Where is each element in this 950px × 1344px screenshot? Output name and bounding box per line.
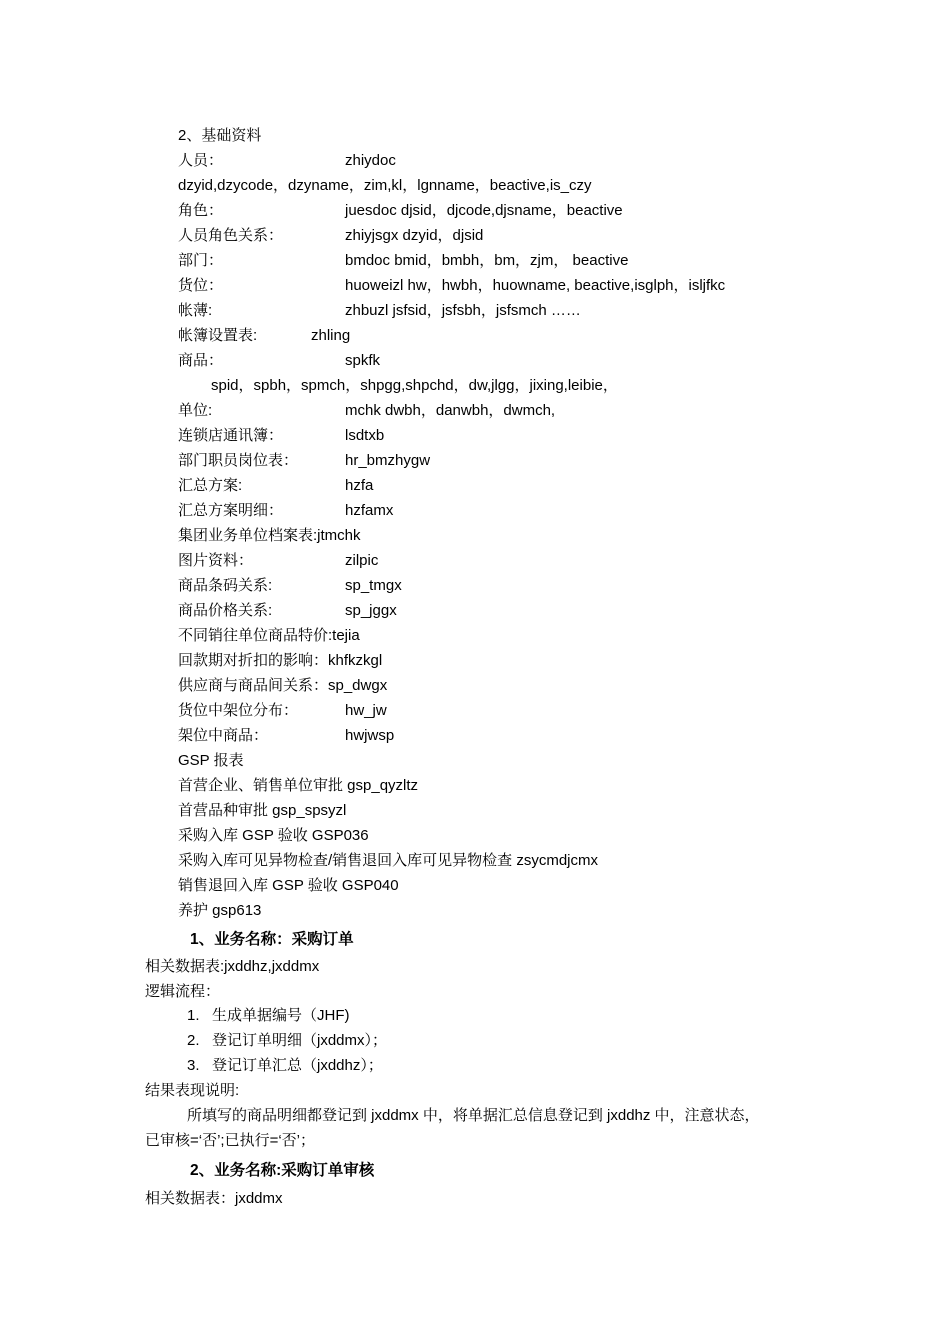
row-label: 连锁店通讯簿： bbox=[178, 427, 284, 444]
row-label: 货位中架位分布： bbox=[178, 702, 299, 719]
step-number: 1. bbox=[187, 1007, 200, 1024]
row-gsp-first-enterprise: 首营企业、销售单位审批 gsp_qyzltz bbox=[178, 777, 419, 794]
row-value: hwjwsp bbox=[345, 727, 395, 744]
row-label: 帐簿设置表: bbox=[178, 327, 258, 344]
row-value: juesdoc djsid，djcode,djsname，beactive bbox=[345, 202, 623, 219]
row-value: sp_jggx bbox=[345, 602, 397, 619]
row-label: 帐薄: bbox=[178, 302, 213, 319]
row-label: 商品价格关系: bbox=[178, 602, 273, 619]
biz1-title: 1、业务名称：采购订单 bbox=[190, 931, 354, 948]
row-supplier-goods: 供应商与商品间关系：sp_dwgx bbox=[178, 677, 388, 694]
row-label: 商品： bbox=[178, 352, 224, 369]
row-value: lsdtxb bbox=[345, 427, 385, 444]
row-label: 角色： bbox=[178, 202, 224, 219]
row-gsp-return-check: 销售退回入库 GSP 验收 GSP040 bbox=[178, 877, 399, 894]
row-value: hr_bmzhygw bbox=[345, 452, 431, 469]
row-payment-discount: 回款期对折扣的影响：khfkzkgl bbox=[178, 652, 383, 669]
row-gsp-purchase-check: 采购入库 GSP 验收 GSP036 bbox=[178, 827, 369, 844]
row-value: huoweizl hw，hwbh，huowname, beactive,isglph，isljfkc bbox=[345, 277, 726, 294]
row-label: 人员角色关系： bbox=[178, 227, 284, 244]
step-number: 2. bbox=[187, 1032, 200, 1049]
row-label: 部门： bbox=[178, 252, 224, 269]
row-value: hw_jw bbox=[345, 702, 387, 719]
row-label: 人员： bbox=[178, 152, 224, 169]
row-special-price: 不同销往单位商品特价:tejia bbox=[178, 627, 360, 644]
row-value: zhiyjsgx dzyid，djsid bbox=[345, 227, 484, 244]
row-label: 图片资料： bbox=[178, 552, 254, 569]
row-label: 汇总方案明细： bbox=[178, 502, 284, 519]
biz1-tables: 相关数据表:jxddhz,jxddmx bbox=[145, 958, 320, 975]
row-label: 单位: bbox=[178, 402, 213, 419]
row-label: 货位： bbox=[178, 277, 224, 294]
row-value: hzfa bbox=[345, 477, 374, 494]
section-heading-basic: 2、基础资料 bbox=[178, 127, 262, 144]
row-value: zhling bbox=[311, 327, 351, 344]
row-value: mchk dwbh，danwbh，dwmch, bbox=[345, 402, 556, 419]
row-goods-fields: spid，spbh，spmch，shpgg,shpchd，dw,jlgg，jixing,leibie， bbox=[211, 377, 618, 394]
biz2-tables: 相关数据表：jxddmx bbox=[145, 1190, 283, 1207]
row-maintenance: 养护 gsp613 bbox=[178, 902, 262, 919]
row-value: zhiydoc bbox=[345, 152, 396, 169]
row-staff-fields: dzyid,dzycode，dzyname，zim,kl，lgnname，beactive,is_czy bbox=[178, 177, 592, 194]
row-gsp-report: GSP 报表 bbox=[178, 752, 244, 769]
biz1-result-label: 结果表现说明: bbox=[145, 1082, 240, 1099]
row-foreign-matter-check: 采购入库可见异物检查/销售退回入库可见异物检查 zsycmdjcmx bbox=[178, 852, 599, 869]
row-value: bmdoc bmid，bmbh，bm，zjm， beactive bbox=[345, 252, 629, 269]
biz1-result-line1: 所填写的商品明细都登记到 jxddmx 中，将单据汇总信息登记到 jxddhz 中，注意状态， bbox=[187, 1107, 760, 1124]
biz1-flow-label: 逻辑流程： bbox=[145, 983, 221, 1000]
row-value: hzfamx bbox=[345, 502, 394, 519]
step-number: 3. bbox=[187, 1057, 200, 1074]
row-value: zhbuzl jsfsid，jsfsbh，jsfsmch …… bbox=[345, 302, 581, 319]
row-gsp-first-variety: 首营品种审批 gsp_spsyzl bbox=[178, 802, 347, 819]
step-text: 登记订单明细（jxddmx）； bbox=[212, 1032, 388, 1049]
biz2-title: 2、业务名称:采购订单审核 bbox=[190, 1162, 375, 1179]
biz1-result-line2: 已审核=‘否’;已执行=‘否’； bbox=[145, 1132, 316, 1149]
step-text: 登记订单汇总（jxddhz）； bbox=[212, 1057, 383, 1074]
row-value: sp_tmgx bbox=[345, 577, 402, 594]
row-label: 汇总方案: bbox=[178, 477, 243, 494]
row-label: 架位中商品： bbox=[178, 727, 269, 744]
row-label: 商品条码关系: bbox=[178, 577, 273, 594]
row-value: spkfk bbox=[345, 352, 381, 369]
row-group-units: 集团业务单位档案表:jtmchk bbox=[178, 527, 361, 544]
row-value: zilpic bbox=[345, 552, 379, 569]
step-text: 生成单据编号（JHF) bbox=[212, 1007, 350, 1024]
row-label: 部门职员岗位表： bbox=[178, 452, 299, 469]
